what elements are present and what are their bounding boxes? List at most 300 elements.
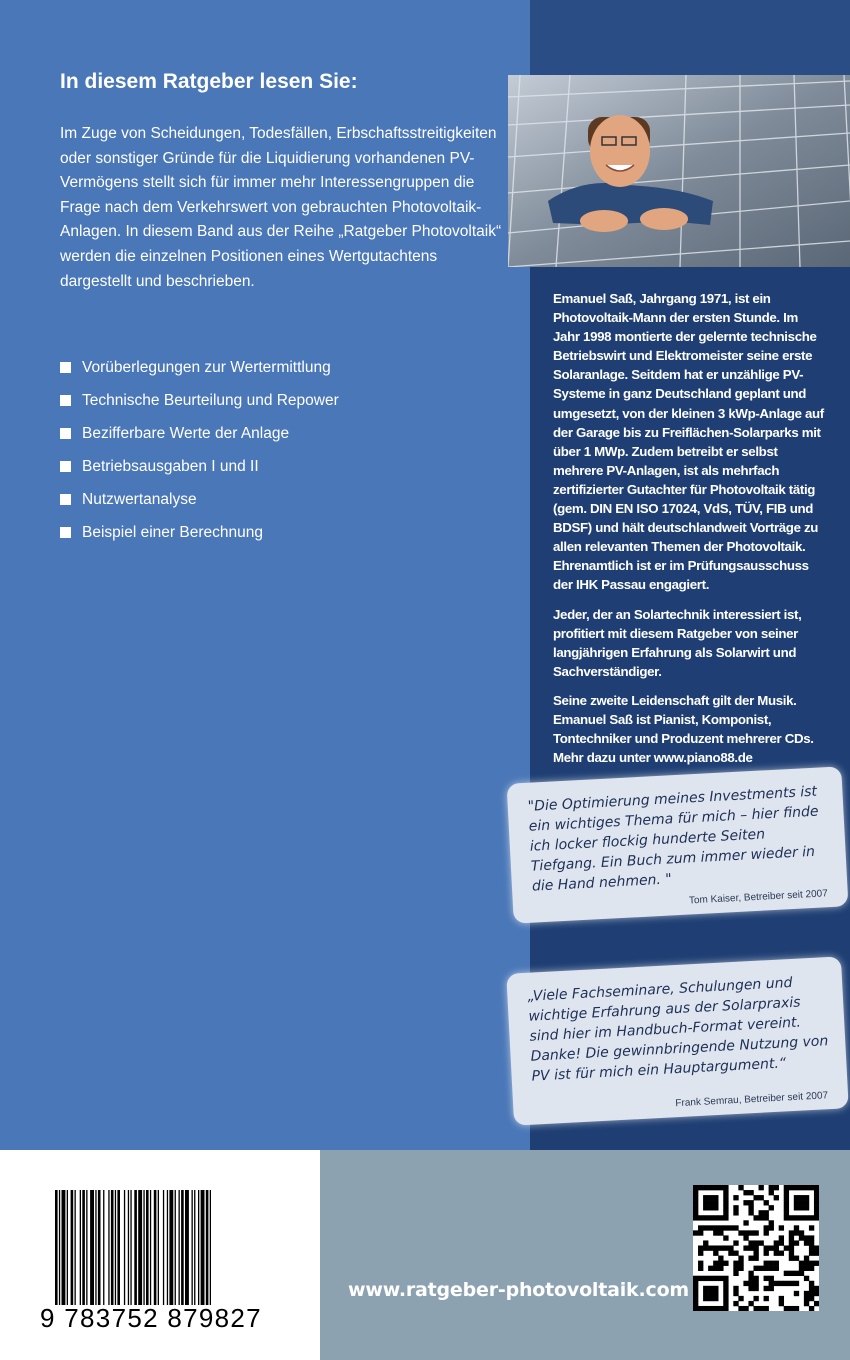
qr-module (693, 1301, 698, 1306)
qr-module (723, 1235, 728, 1240)
qr-module (753, 1281, 758, 1286)
qr-module (738, 1266, 743, 1271)
barcode-bar (95, 1190, 96, 1305)
qr-module (748, 1276, 753, 1281)
qr-module (814, 1251, 819, 1256)
qr-module (794, 1225, 799, 1230)
qr-module (708, 1215, 713, 1220)
qr-module (804, 1291, 809, 1296)
qr-module (723, 1190, 728, 1195)
qr-module (753, 1245, 758, 1250)
topic-label: Betriebsausgaben I und II (82, 458, 259, 475)
barcode-bar (108, 1190, 109, 1305)
qr-module (708, 1245, 713, 1250)
qr-module (804, 1256, 809, 1261)
topic-item (60, 421, 339, 454)
qr-module (764, 1200, 769, 1205)
qr-module (799, 1230, 804, 1235)
qr-module (733, 1286, 738, 1291)
intro-paragraph: Im Zuge von Scheidungen, Todesfällen, Erbschaftsstreitigkeiten oder sonstiger Gründe für die Liquidierung vorhandenen PV-Vermögens stellt sich für immer mehr Interessengruppen die Frage nach dem Verkehrswert von gebrauchten Photovoltaik-Anlagen. In diesem Band aus der Reihe „Ratgeber Photovoltaik“ werden die einzelnen Positionen eines Wertgutachtens dargestellt und beschrieben. (60, 125, 502, 290)
qr-module (708, 1306, 713, 1311)
qr-module (814, 1185, 819, 1190)
qr-module (748, 1281, 753, 1286)
qr-module (799, 1261, 804, 1266)
qr-module (753, 1215, 758, 1220)
qr-module (809, 1261, 814, 1266)
qr-module (769, 1286, 774, 1291)
qr-module (794, 1291, 799, 1296)
topic-item (60, 520, 339, 553)
qr-module (779, 1235, 784, 1240)
qr-module (759, 1306, 764, 1311)
qr-module (804, 1215, 809, 1220)
qr-module (708, 1195, 713, 1200)
qr-module (779, 1240, 784, 1245)
qr-module (693, 1286, 698, 1291)
qr-module (804, 1266, 809, 1271)
qr-module (703, 1276, 708, 1281)
qr-module (784, 1281, 789, 1286)
qr-module (748, 1210, 753, 1215)
qr-module (769, 1220, 774, 1225)
qr-module (723, 1210, 728, 1215)
qr-module (733, 1266, 738, 1271)
qr-module (703, 1205, 708, 1210)
bullet-square-icon (60, 527, 71, 538)
qr-module (764, 1251, 769, 1256)
barcode-bar (206, 1190, 209, 1305)
testimonial-card (506, 956, 848, 1125)
qr-module (799, 1235, 804, 1240)
barcode-bar (55, 1190, 58, 1305)
topic-item (60, 487, 339, 520)
barcode-bar (192, 1190, 193, 1305)
qr-module (774, 1261, 779, 1266)
testimonial-card (507, 766, 849, 923)
qr-module (723, 1306, 728, 1311)
website-url: www.ratgeber-photovoltaik.com (348, 1279, 690, 1301)
qr-module (779, 1296, 784, 1301)
qr-module (738, 1296, 743, 1301)
barcode-bar (201, 1190, 205, 1305)
barcode-bar (59, 1190, 60, 1305)
qr-module (804, 1261, 809, 1266)
qr-module (799, 1195, 804, 1200)
qr-module (769, 1190, 774, 1195)
qr-module (789, 1251, 794, 1256)
qr-module (743, 1281, 748, 1286)
testimonial-author: Frank Semrau, Betreiber seit 2007 (675, 1090, 829, 1110)
qr-module (698, 1225, 703, 1230)
qr-module (723, 1281, 728, 1286)
qr-module (753, 1296, 758, 1301)
qr-module (804, 1185, 809, 1190)
qr-module (789, 1215, 794, 1220)
topic-item (60, 355, 339, 388)
qr-module (769, 1276, 774, 1281)
qr-module (708, 1225, 713, 1230)
qr-module (759, 1266, 764, 1271)
barcode-bar (167, 1190, 168, 1305)
qr-module (814, 1190, 819, 1195)
qr-module (748, 1230, 753, 1235)
qr-module (718, 1256, 723, 1261)
qr-module (708, 1185, 713, 1190)
barcode-bar (62, 1190, 66, 1305)
bio-paragraph: Emanuel Saß, Jahrgang 1971, ist ein Photovoltaik-Mann der ersten Stunde. Im Jahr 1998 montierte der gelernte technische Betriebswirt und Elektromeister seine erste Solaranlage. Seitdem hat er unzählige PV-Systeme in ganz Deutschland geplant und umgesetzt, von der kleinen 3 kWp-Anlage auf der Garage bis zu Freiflächen-Solarparks mit über 1 MWp. Zudem betreibt er selbst mehrere PV-Anlagen, ist als mehrfach zertifizierter Gutachter für Photovoltaik tätig (gem. DIN EN ISO 17024, VdS, TÜV, FIB und BDSF) und hält deutschlandweit Vorträge zu allen relevanten Themen der Photovoltaik. Ehrenamtlich ist er im Prüfungsausschuss der IHK Passau engagiert. (553, 291, 824, 593)
qr-module (799, 1271, 804, 1276)
qr-module (759, 1215, 764, 1220)
qr-module (693, 1291, 698, 1296)
author-photo (508, 75, 850, 267)
qr-module (799, 1205, 804, 1210)
qr-module (784, 1200, 789, 1205)
section-heading: In diesem Ratgeber lesen Sie: (60, 70, 358, 93)
qr-module (693, 1281, 698, 1286)
qr-module (804, 1276, 809, 1281)
qr-module (718, 1225, 723, 1230)
qr-module (753, 1286, 758, 1291)
qr-module (779, 1301, 784, 1306)
qr-module (799, 1200, 804, 1205)
qr-module (753, 1306, 758, 1311)
qr-module (733, 1271, 738, 1276)
qr-module (703, 1200, 708, 1205)
sidebar-header-band (530, 0, 850, 75)
qr-module (774, 1195, 779, 1200)
qr-module (764, 1210, 769, 1215)
barcode-bar (71, 1190, 74, 1305)
qr-module (708, 1296, 713, 1301)
qr-module (738, 1256, 743, 1261)
qr-module (708, 1205, 713, 1210)
qr-module (713, 1185, 718, 1190)
qr-module (753, 1256, 758, 1261)
qr-module (733, 1291, 738, 1296)
qr-module (804, 1205, 809, 1210)
author-biography (553, 289, 825, 777)
qr-module (794, 1230, 799, 1235)
qr-module (789, 1306, 794, 1311)
qr-module (804, 1195, 809, 1200)
qr-module (703, 1245, 708, 1250)
barcode-icon (55, 1190, 268, 1305)
bullet-square-icon (60, 461, 71, 472)
qr-module (809, 1291, 814, 1296)
qr-module (718, 1266, 723, 1271)
qr-module (779, 1251, 784, 1256)
qr-module (753, 1240, 758, 1245)
qr-module (804, 1200, 809, 1205)
qr-module (703, 1185, 708, 1190)
qr-module (789, 1256, 794, 1261)
topic-label: Vorüberlegungen zur Wertermittlung (82, 359, 331, 376)
qr-module (693, 1185, 698, 1190)
barcode-bar (67, 1190, 68, 1305)
qr-module (698, 1245, 703, 1250)
qr-module (693, 1195, 698, 1200)
qr-module (748, 1240, 753, 1245)
qr-module (713, 1286, 718, 1291)
qr-module (764, 1266, 769, 1271)
barcode-bar (154, 1190, 157, 1305)
testimonial-text: „Viele Fachseminare, Schulungen und wichtige Erfahrung aus der Solarpraxis sind hier im Handbuch-Format vereint. Danke! Die gewinnbringende Nutzung von PV ist für mich ein Hauptargument.“ (527, 974, 829, 1085)
barcode-bar (146, 1190, 149, 1305)
qr-module (713, 1306, 718, 1311)
barcode-bar (130, 1190, 131, 1305)
barcode-bar (80, 1190, 81, 1305)
qr-module (809, 1266, 814, 1271)
qr-module (698, 1251, 703, 1256)
qr-module (713, 1276, 718, 1281)
qr-module (713, 1200, 718, 1205)
qr-module (713, 1230, 718, 1235)
qr-module (794, 1256, 799, 1261)
qr-module (759, 1195, 764, 1200)
qr-module (708, 1291, 713, 1296)
qr-module (809, 1245, 814, 1250)
qr-module (759, 1185, 764, 1190)
qr-module (753, 1230, 758, 1235)
qr-module (723, 1225, 728, 1230)
qr-module (784, 1205, 789, 1210)
qr-module (799, 1185, 804, 1190)
qr-module (718, 1245, 723, 1250)
barcode-bar (143, 1190, 144, 1305)
qr-module (814, 1205, 819, 1210)
bio-paragraph: Jeder, der an Solartechnik interessiert ist, profitiert mit diesem Ratgeber von seiner langjährigen Erfahrung als Solarwirt und Sachverständiger. (553, 606, 802, 679)
qr-module (693, 1276, 698, 1281)
qr-module (814, 1301, 819, 1306)
qr-module (713, 1215, 718, 1220)
qr-module (784, 1245, 789, 1250)
topic-label: Bezifferbare Werte der Anlage (82, 425, 290, 442)
barcode-bar (86, 1190, 87, 1305)
qr-module (753, 1251, 758, 1256)
qr-module (809, 1240, 814, 1245)
bullet-square-icon (60, 395, 71, 406)
qr-module (764, 1245, 769, 1250)
qr-module (703, 1286, 708, 1291)
qr-module (713, 1195, 718, 1200)
qr-module (698, 1266, 703, 1271)
qr-module (769, 1281, 774, 1286)
barcode-bar (134, 1190, 137, 1305)
qr-module (713, 1266, 718, 1271)
qr-module (693, 1306, 698, 1311)
bullet-square-icon (60, 428, 71, 439)
barcode-bar (169, 1190, 173, 1305)
qr-module (794, 1195, 799, 1200)
qr-module (784, 1210, 789, 1215)
qr-module (733, 1195, 738, 1200)
qr-module (764, 1306, 769, 1311)
topic-list (60, 355, 339, 553)
qr-module (753, 1276, 758, 1281)
qr-module (693, 1210, 698, 1215)
qr-module (693, 1215, 698, 1220)
qr-module (769, 1266, 774, 1271)
qr-module (743, 1306, 748, 1311)
qr-module (718, 1215, 723, 1220)
qr-module (789, 1185, 794, 1190)
qr-module (794, 1200, 799, 1205)
qr-module (748, 1271, 753, 1276)
qr-module (723, 1286, 728, 1291)
qr-module (738, 1230, 743, 1235)
qr-module (774, 1281, 779, 1286)
qr-module (794, 1185, 799, 1190)
qr-module (789, 1281, 794, 1286)
qr-module (733, 1261, 738, 1266)
qr-module (713, 1291, 718, 1296)
qr-module (693, 1230, 698, 1235)
qr-module (733, 1205, 738, 1210)
qr-module (809, 1306, 814, 1311)
qr-module (809, 1251, 814, 1256)
testimonial-text: "Die Optimierung meines Investments ist ein wichtiges Thema für mich – hier finde ich locker flockig hunderte Seiten Tiefgang. Ein Buch zum immer wieder in die Hand nehmen. " (527, 783, 819, 895)
qr-code-icon (693, 1185, 819, 1311)
qr-module (718, 1230, 723, 1235)
qr-module (743, 1245, 748, 1250)
qr-module (769, 1225, 774, 1230)
qr-module (703, 1195, 708, 1200)
barcode-bar (198, 1190, 199, 1305)
qr-module (693, 1205, 698, 1210)
qr-module (723, 1185, 728, 1190)
qr-module (794, 1306, 799, 1311)
qr-module (789, 1240, 794, 1245)
qr-module (764, 1276, 769, 1281)
barcode-bar (158, 1190, 159, 1305)
qr-module (814, 1200, 819, 1205)
barcode-bar (117, 1190, 120, 1305)
qr-module (794, 1205, 799, 1210)
qr-module (779, 1225, 784, 1230)
qr-module (718, 1185, 723, 1190)
qr-module (708, 1266, 713, 1271)
barcode-bar (150, 1190, 151, 1305)
qr-module (703, 1225, 708, 1230)
qr-module (698, 1306, 703, 1311)
barcode-bar (75, 1190, 76, 1305)
qr-module (723, 1276, 728, 1281)
qr-module (743, 1230, 748, 1235)
qr-module (753, 1266, 758, 1271)
isbn-number: 9 783752 879827 (40, 1303, 262, 1333)
barcode-bar (185, 1190, 189, 1305)
qr-module (723, 1301, 728, 1306)
qr-module (733, 1210, 738, 1215)
barcode-bar (210, 1190, 211, 1305)
qr-module (713, 1296, 718, 1301)
qr-module (789, 1230, 794, 1235)
qr-module (748, 1200, 753, 1205)
testimonial-author: Tom Kaiser, Betreiber seit 2007 (688, 888, 829, 907)
barcode-bar (138, 1190, 142, 1305)
qr-module (764, 1286, 769, 1291)
qr-module (728, 1225, 733, 1230)
qr-module (748, 1286, 753, 1291)
qr-module (703, 1306, 708, 1311)
qr-module (774, 1245, 779, 1250)
qr-module (723, 1195, 728, 1200)
qr-module (698, 1261, 703, 1266)
qr-module (809, 1281, 814, 1286)
qr-module (713, 1251, 718, 1256)
qr-module (748, 1301, 753, 1306)
solar-panel-photo-icon (508, 75, 850, 267)
qr-module (748, 1245, 753, 1250)
qr-module (748, 1190, 753, 1195)
qr-module (809, 1286, 814, 1291)
qr-module (728, 1245, 733, 1250)
qr-module (764, 1225, 769, 1230)
qr-module (769, 1245, 774, 1250)
qr-module (748, 1256, 753, 1261)
qr-module (713, 1245, 718, 1250)
barcode-bar (82, 1190, 85, 1305)
qr-module (698, 1185, 703, 1190)
qr-module (693, 1190, 698, 1195)
qr-module (794, 1271, 799, 1276)
qr-module (708, 1286, 713, 1291)
qr-module (738, 1261, 743, 1266)
qr-module (764, 1296, 769, 1301)
qr-module (723, 1245, 728, 1250)
bullet-square-icon (60, 494, 71, 505)
barcode-bar (163, 1190, 164, 1305)
qr-module (809, 1296, 814, 1301)
qr-module (784, 1306, 789, 1311)
barcode-bar (194, 1190, 195, 1305)
qr-module (723, 1291, 728, 1296)
qr-module (764, 1230, 769, 1235)
qr-module (738, 1185, 743, 1190)
barcode-bar (181, 1190, 184, 1305)
topic-label: Nutzwertanalyse (82, 491, 197, 508)
qr-module (759, 1240, 764, 1245)
qr-module (713, 1205, 718, 1210)
topic-label: Beispiel einer Berechnung (82, 524, 263, 541)
qr-module (698, 1230, 703, 1235)
qr-module (713, 1261, 718, 1266)
qr-module (718, 1276, 723, 1281)
qr-module (794, 1281, 799, 1286)
topic-label: Technische Beurteilung und Repower (82, 392, 339, 409)
qr-module (698, 1215, 703, 1220)
qr-module (708, 1200, 713, 1205)
qr-module (698, 1276, 703, 1281)
qr-module (794, 1215, 799, 1220)
barcode-bar (98, 1190, 101, 1305)
topic-item (60, 388, 339, 421)
qr-module (814, 1291, 819, 1296)
qr-module (693, 1200, 698, 1205)
qr-module (693, 1296, 698, 1301)
qr-module (723, 1261, 728, 1266)
qr-module (723, 1200, 728, 1205)
qr-module (814, 1210, 819, 1215)
qr-module (723, 1205, 728, 1210)
qr-module (743, 1220, 748, 1225)
barcode-bar (111, 1190, 114, 1305)
barcode-bar (179, 1190, 180, 1305)
qr-module (769, 1185, 774, 1190)
qr-module (718, 1306, 723, 1311)
qr-module (789, 1235, 794, 1240)
qr-module (774, 1240, 779, 1245)
